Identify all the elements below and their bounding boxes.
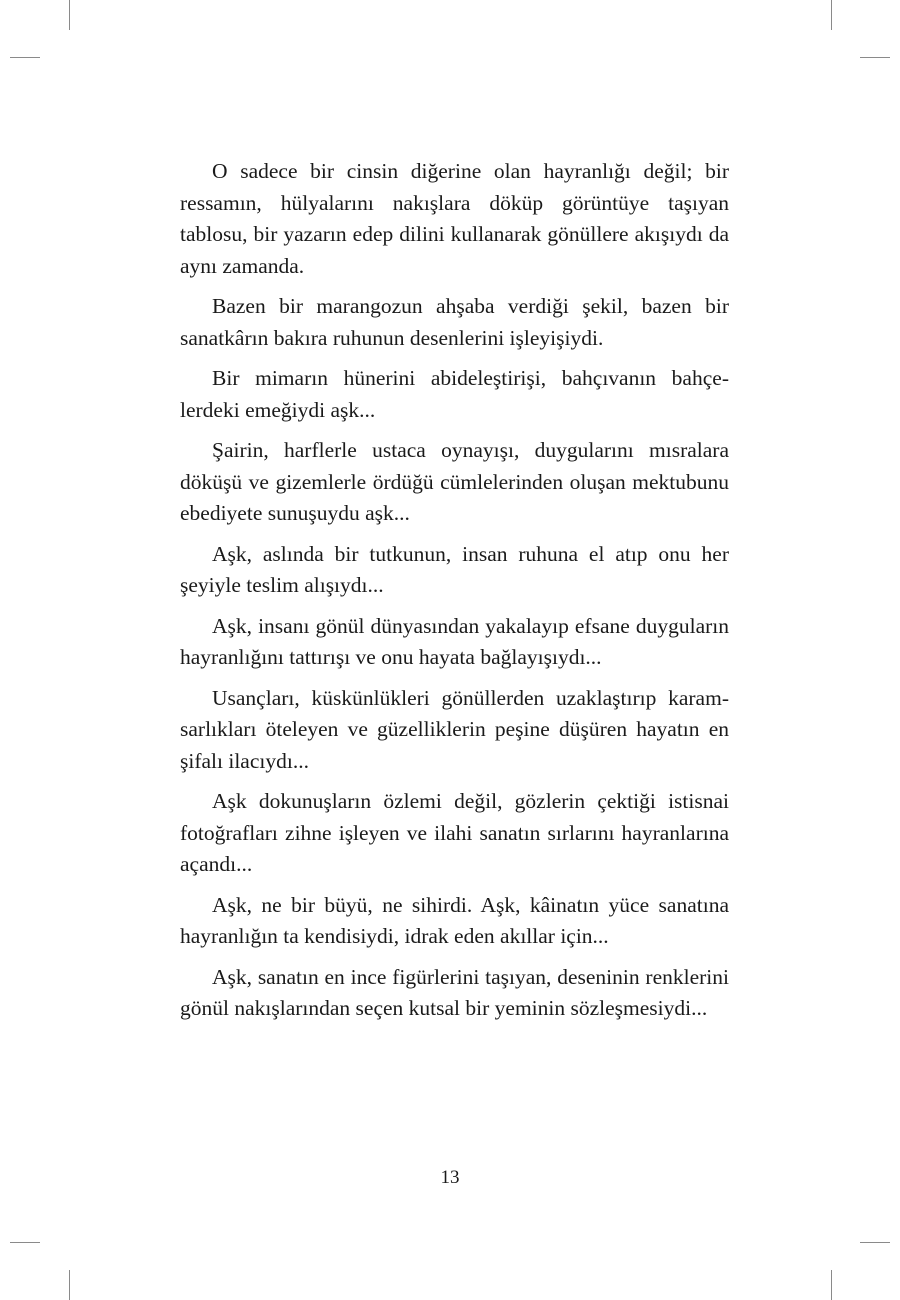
paragraph: Bazen bir marangozun ahşaba verdiği şekil, bazen bir sanatkârın bakıra ruhunun desenlerini işleyişiydi.	[180, 294, 729, 350]
crop-mark-top-left	[69, 0, 70, 30]
paragraph: Aşk dokunuşların özlemi değil, gözlerin çektiği istisnai fotoğrafları zihne işleyen ve ilahi sanatın sırlarını hayranlarına açandı...	[180, 789, 729, 876]
crop-mark-bottom-right	[831, 1270, 832, 1300]
paragraph: Şairin, harflerle ustaca oynayışı, duygularını mısralara döküşü ve gizemlerle ördüğü cümlelerinden oluşan mektubunu ebediyete sunuşuydu aşk...	[180, 438, 729, 525]
paragraph: Aşk, aslında bir tutkunun, insan ruhuna el atıp onu her şeyiyle teslim alışıydı...	[180, 541, 729, 597]
crop-mark-right-upper	[860, 57, 890, 58]
paragraph: Bir mimarın hünerini abideleştirişi, bahçıvanın bahçelerdeki emeğiydi aşk...	[180, 366, 729, 422]
paragraph: Aşk, sanatın en ince figürlerini taşıyan, deseninin renklerini gönül nakışlarından seçen kutsal bir yeminin sözleşmesiydi...	[180, 964, 729, 1020]
paragraph: Aşk, ne bir büyü, ne sihirdi. Aşk, kâinatın yüce sanatına hayranlığın ta kendisiydi, idrak eden akıllar için...	[180, 892, 729, 948]
paragraph: O sadece bir cinsin diğerine olan hayranlığı değil; bir ressamın, hülyalarını nakışlara döküp görüntüye taşıyan tablosu, bir yazarın edep dilini kullanarak gönüllere akışıydı da aynı zamanda.	[180, 159, 729, 278]
page-number: 13	[440, 1167, 460, 1188]
crop-mark-left-upper	[10, 57, 40, 58]
paragraph: Aşk, insanı gönül dünyasından yakalayıp efsane duyguların hayranlığını tattırışı ve onu hayata bağlayışıydı...	[180, 613, 729, 669]
paragraph: Usançları, küskünlükleri gönüllerden uzaklaştırıp karamsarlıkları öteleyen ve güzelliklerin peşine düşüren hayatın en şifalı ilacıydı...	[180, 685, 729, 773]
crop-mark-left-lower	[10, 1242, 40, 1243]
crop-mark-bottom-left	[69, 1270, 70, 1300]
crop-mark-right-lower	[860, 1242, 890, 1243]
body-text	[180, 156, 729, 1034]
crop-mark-top-right	[831, 0, 832, 30]
